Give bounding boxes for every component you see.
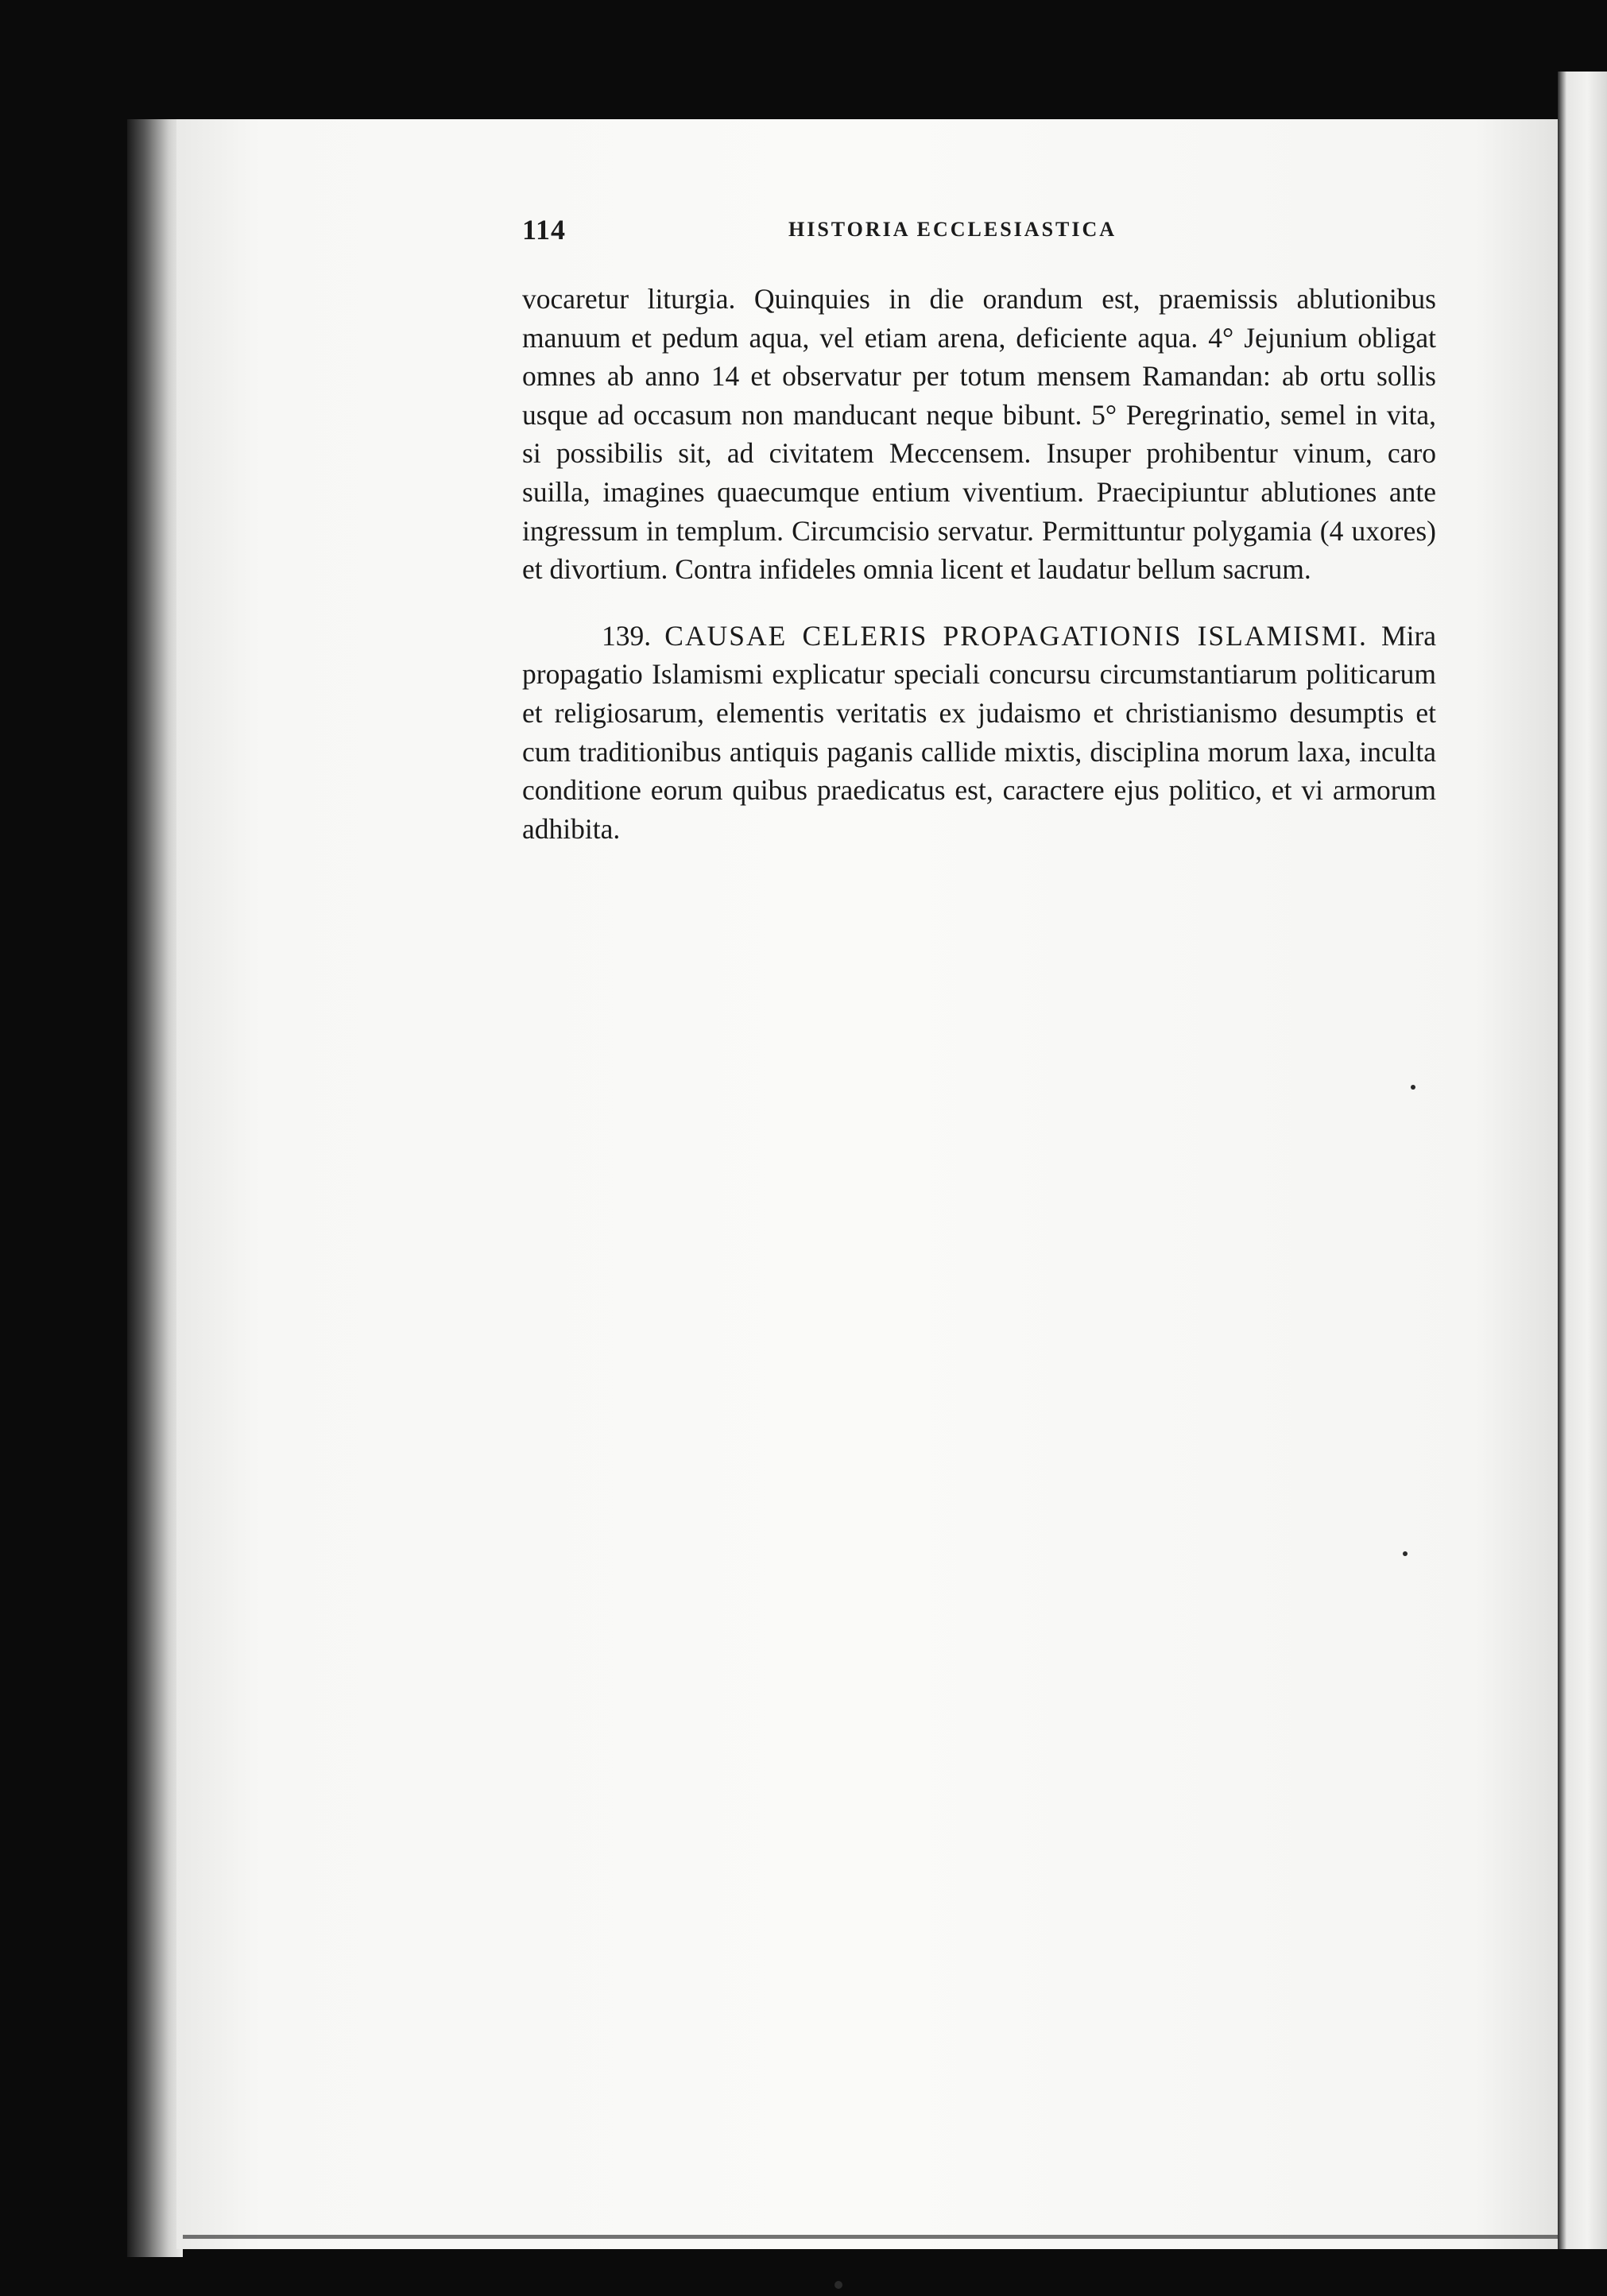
paragraph-1: vocaretur liturgia. Quinquies in die orandum est, praemissis ablutionibus manuum et pedum aqua, vel etiam arena, deficiente aqua. 4° Jejunium obligat omnes ab anno 14 et observatur per totum mensem Ramandan: ab ortu sollis usque ad occasum non manducant neque bibunt. 5° Peregrinatio, semel in vita, si possibilis sit, ad civitatem Meccensem. Insuper prohibentur vinum, caro suilla, imagines quaecumque entium viventium. Praecipiuntur ablutiones ante ingressum in templum. Circumcisio servatur. Permittuntur polygamia (4 uxores) et divortium. Contra infideles omnia licent et laudatur bellum sacrum. bbox=[522, 283, 1436, 586]
paragraph-2 bbox=[522, 617, 1436, 849]
scan-speck bbox=[1403, 1551, 1408, 1556]
scan-speck bbox=[834, 2281, 842, 2289]
running-head: HISTORIA ECCLESIASTICA bbox=[788, 218, 1117, 241]
page-header bbox=[522, 213, 1158, 245]
page-number: 114 bbox=[522, 214, 567, 246]
next-leaf-edge bbox=[1558, 72, 1607, 2249]
binding-shadow bbox=[127, 119, 183, 2257]
page-bottom-edge bbox=[183, 2235, 1558, 2239]
scan-speck bbox=[1411, 1085, 1415, 1090]
body-text bbox=[522, 280, 1436, 848]
section-heading: CAUSAE CELERIS PROPAGATIONIS ISLAMISMI. bbox=[664, 619, 1368, 652]
section-number: 139. bbox=[602, 619, 652, 652]
paragraph-2-text: Mira propagatio Islamismi explicatur speciali concursu circumstantiarum politicarum et religiosarum, elementis veritatis ex judaismo et christianismo desumptis et cum traditionibus antiquis paganis callide mixtis, disciplina morum laxa, inculta conditione eorum quibus praedicatus est, caractere ejus politico, et vi armorum adhibita. bbox=[522, 619, 1437, 845]
